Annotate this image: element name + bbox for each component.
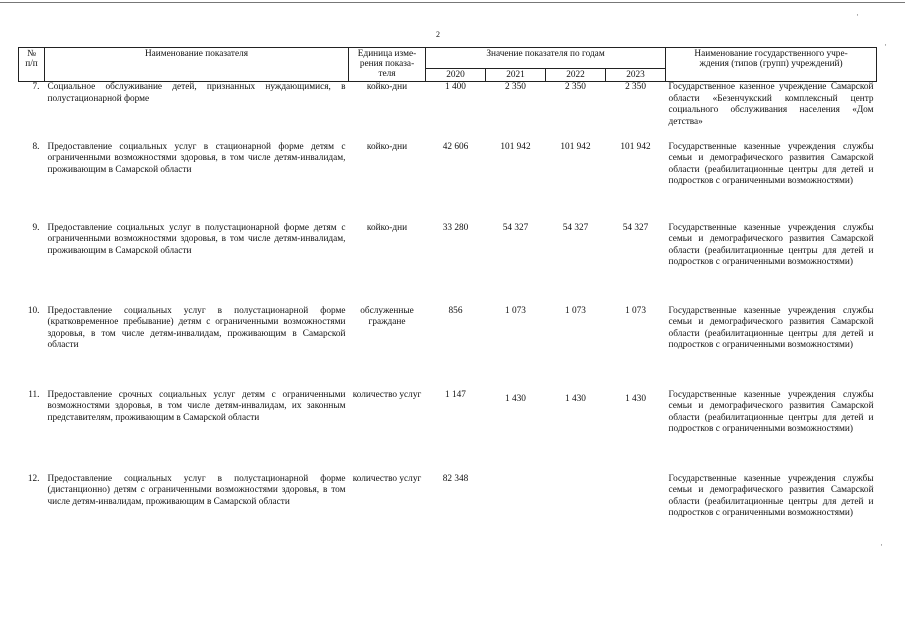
header-unit-text: Единица изме- рения показа- теля (357, 49, 417, 79)
indicators-table (18, 47, 877, 544)
row-unit: койко-дни (366, 82, 408, 92)
row-indicator-name: Предоставление социальных услуг в полустационарной форме (дистанционно) детям с ограниченными возможностями здоровья, в том числе детям-инвалидам, проживающим в Самарской области (47, 473, 346, 507)
header-year: 2021 (486, 69, 546, 82)
row-value: 2 350 (505, 82, 526, 92)
row-value: 1 400 (445, 82, 466, 92)
row-num: 8. (32, 141, 40, 152)
table-row (19, 390, 877, 474)
row-value (606, 474, 666, 544)
header-num (19, 48, 45, 82)
row-value: 1 430 (625, 393, 646, 404)
row-unit: количество услуг (352, 389, 422, 400)
row-num: 11. (28, 389, 40, 400)
table-row (19, 474, 877, 544)
row-value: 33 280 (442, 222, 469, 233)
row-value: 54 327 (502, 222, 529, 233)
row-value: 2 350 (625, 82, 646, 92)
scan-mark: · (856, 10, 859, 20)
row-value: 1 430 (505, 393, 526, 404)
row-value: 1 073 (625, 305, 646, 316)
header-institution-text: Наименование государственного учре- ждения (типов (групп) учреждений) (694, 49, 848, 69)
table-row (19, 142, 877, 223)
row-indicator-name: Предоставление социальных услуг в полустационарной форме (кратковременное пребывание) детям с ограниченными возможностями здоровья, в том числе детям-инвалидам, проживающим в Самарской области (47, 305, 346, 350)
header-name (45, 48, 349, 82)
row-value: 1 073 (565, 305, 586, 316)
table-row (19, 82, 877, 142)
row-institution: Государственные казенные учреждения службы семьи и демографического развития Самарской области (реабилитационные центры для детей и подростков с ограниченными возможностями) (668, 141, 874, 186)
row-indicator-name: Предоставление социальных услуг в полустационарной форме детям с ограниченными возможностями здоровья, в том числе детям-инвалидам, проживающим в Самарской области (47, 222, 346, 256)
table-row (19, 306, 877, 390)
row-value: 82 348 (442, 473, 469, 484)
row-unit: койко-дни (366, 141, 408, 152)
header-institution (666, 48, 877, 82)
row-institution: Государственные казенные учреждения службы семьи и демографического развития Самарской области (реабилитационные центры для детей и подростков с ограниченными возможностями) (668, 389, 874, 434)
row-num: 10. (27, 305, 40, 316)
row-value: 42 606 (442, 141, 469, 152)
scan-mark: · (880, 540, 883, 550)
table-row (19, 223, 877, 306)
row-institution: Государственное казенное учреждение Самарской области «Безенчукский комплексный центр социального обслуживания населения «Дом детства» (668, 82, 874, 127)
row-value (546, 474, 606, 544)
row-value: 54 327 (622, 222, 649, 233)
row-value: 101 942 (500, 141, 531, 152)
header-year: 2023 (606, 69, 666, 82)
row-indicator-name: Предоставление социальных услуг в стационарной форме детям с ограниченными возможностями здоровья, в том числе детям-инвалидам, проживающим в Самарской области (47, 141, 346, 175)
row-value: 1 073 (505, 305, 526, 316)
row-value: 101 942 (620, 141, 651, 152)
row-unit: количество услуг (352, 473, 422, 484)
header-num-text: № п/п (25, 49, 38, 69)
header-values-group (426, 48, 666, 69)
row-num: 12. (27, 473, 40, 484)
row-value: 1 430 (565, 393, 586, 404)
header-values-group-text: Значение показателя по годам (486, 49, 605, 59)
row-institution: Государственные казенные учреждения службы семьи и демографического развития Самарской области (реабилитационные центры для детей и подростков с ограниченными возможностями) (668, 222, 874, 267)
row-unit: койко-дни (366, 222, 408, 233)
page-top-rule (0, 2, 905, 3)
header-unit (349, 48, 426, 82)
row-institution: Государственные казенные учреждения службы семьи и демографического развития Самарской области (реабилитационные центры для детей и подростков с ограниченными возможностями) (668, 305, 874, 350)
row-institution: Государственные казенные учреждения службы семьи и демографического развития Самарской области (реабилитационные центры для детей и подростков с ограниченными возможностями) (668, 473, 874, 518)
row-value: 856 (448, 305, 463, 316)
row-num: 9. (32, 222, 40, 233)
scan-mark: · (884, 40, 887, 50)
row-indicator-name: Предоставление срочных социальных услуг детям с ограниченными возможностями здоровья, в том числе детям-инвалидам, их законным представителям, проживающим в Самарской области (47, 389, 346, 423)
row-value: 2 350 (565, 82, 586, 92)
page-number: 2 (436, 30, 440, 39)
header-name-text: Наименование показателя (144, 49, 249, 59)
row-value (486, 474, 546, 544)
header-year: 2020 (426, 69, 486, 82)
row-value: 101 942 (560, 141, 591, 152)
row-value: 54 327 (562, 222, 589, 233)
row-num: 7. (32, 82, 40, 92)
row-value: 1 147 (445, 389, 466, 400)
row-unit: обслуженные граждане (360, 305, 414, 327)
header-year: 2022 (546, 69, 606, 82)
row-indicator-name: Социальное обслуживание детей, признанных нуждающимися, в полустационарной форме (47, 82, 346, 104)
